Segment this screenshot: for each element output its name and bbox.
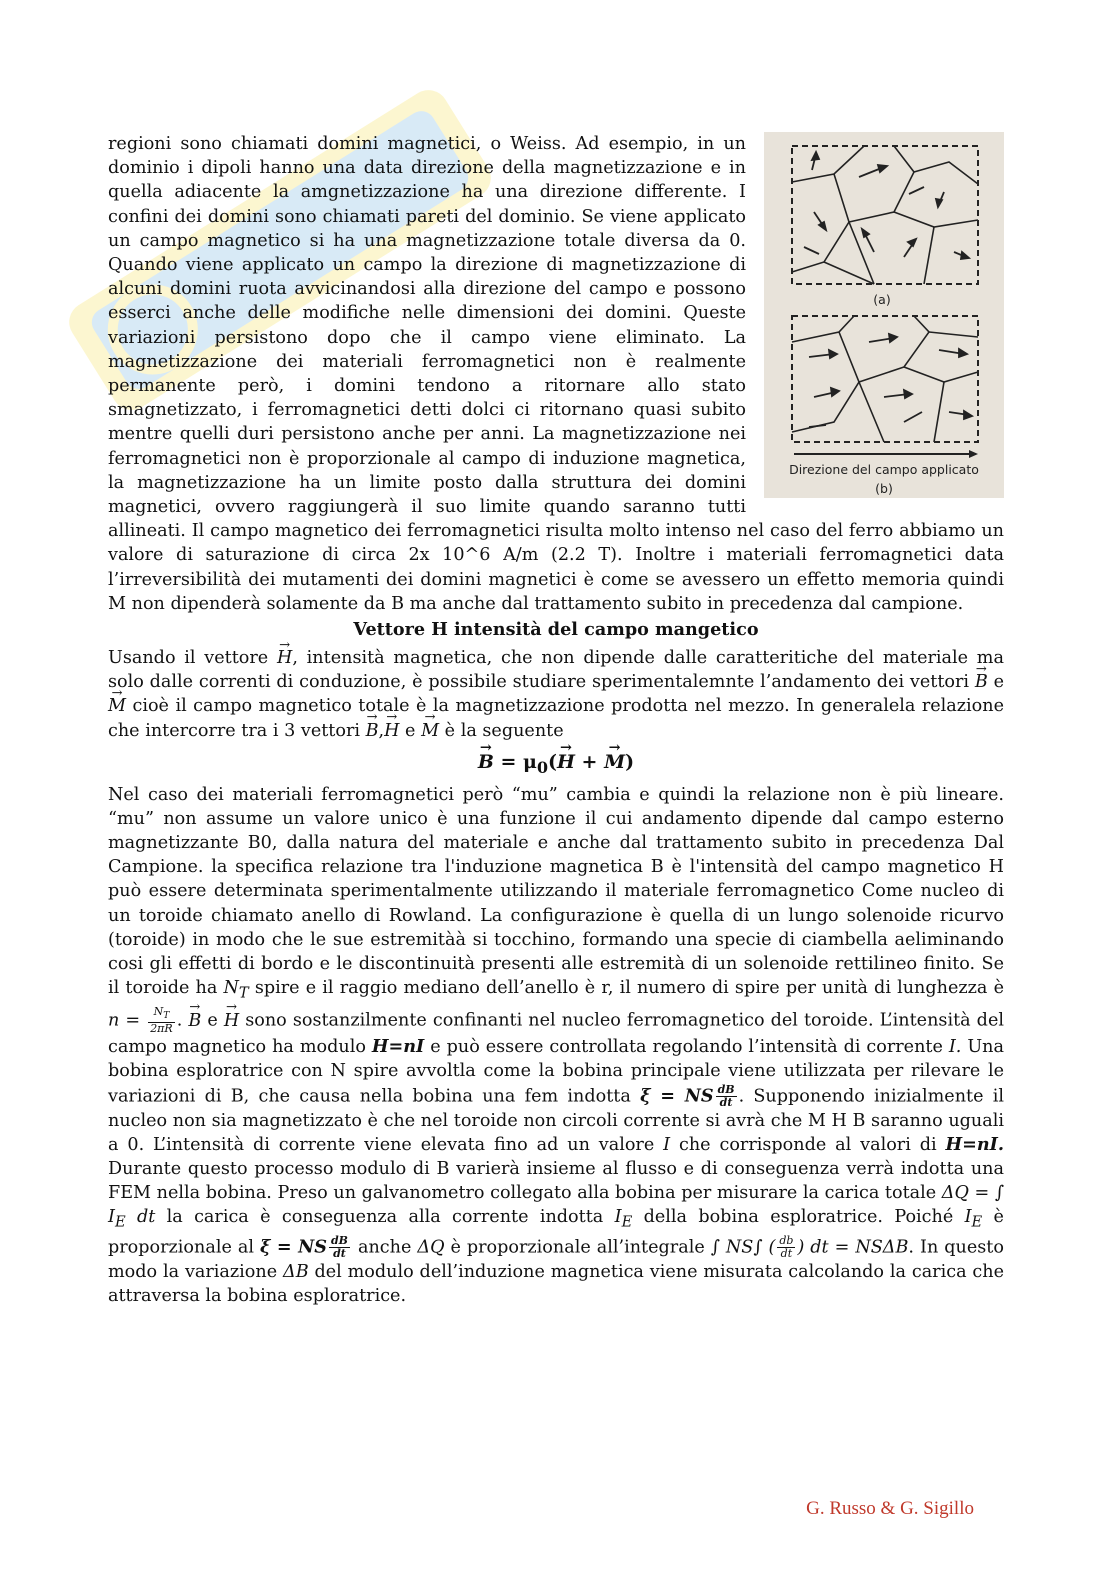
figure-caption: Direzione del campo applicato: [789, 462, 979, 477]
panel-a-label: (a): [873, 292, 891, 307]
paragraph-vector-h: Usando il vettore → H, intensità magnetica, che non dipende dalle caratteritiche del materiale ma solo dalle correnti di conduzione, è possibile studiare sperimentalemnte l’andamento dei vettori → B e → M cioè il campo magnetico totale è la magnetizzazione prodotta nel mezzo. In generalela relazione che intercorre tra i 3 vettori → B,→ H e → M è la seguente: [108, 646, 1004, 743]
domains-diagram: [764, 132, 1004, 498]
fraction-db-dt: $\frac{dB}{dt}$: [717, 1082, 735, 1109]
section-title: Vettore H intensità del campo mangetico: [353, 619, 759, 641]
fraction-db-dt-small: $\frac{db}{dt}$: [779, 1234, 794, 1261]
fraction-db-dt-2: $\frac{dB}{dt}$: [330, 1234, 348, 1261]
formula-b-mu-h-m: → $B = \mu_0(\to H$ + → M): [108, 749, 1004, 781]
magnetic-domains-figure: [764, 132, 1004, 498]
fraction-nt-2pir: $\frac{N_T}{2\pi R}$: [150, 1005, 173, 1036]
panel-a-arrows: [804, 152, 969, 259]
paragraph-rowland: Nel caso dei materiali ferromagnetici però “mu” cambia e quindi la relazione non è più lineare. “mu” non assume un valore unico è una funzione il cui andamento dipende dal campo esterno magnetizzante B0, dalla natura del materiale e anche dal trattamento subito in precedenza Dal Campione. la specifica relazione tra l'induzione magnetica B è l'intensità del campo magnetico H può essere determinata sperimentalmente utilizzando il materiale ferromagnetico Come nucleo di un toroide chiamato anello di Rowland. La configurazione è quella di un lungo solenoide ricurvo (toroide) in modo che le sue estremitàà si tocchino, formando una specie di ciambella aeliminando cosi gli effetti di bordo e le discontinuità presenti alle estremità di un solenoide rettilineo finito. Se il toroide ha $N_T$ spire e il raggio mediano dell’anello è r, il numero di spire per unità di lunghezza è n = $\frac{N_T}{2\pi R}$ . → B e → H sono sostanzilmente confinanti nel nucleo ferromagnetico del toroide. L’intensità del campo magnetico ha modulo H=nI e può essere controllata regolando l’intensità di corrente I. Una bobina esploratrice con N spire avvoltla come la bobina principale viene utilizzata per rilevare le variazioni di B, che causa nella bobina una fem indotta ξ = NS $\frac{dB}{dt}$ . Supponendo inizialmente il nucleo non sia magnetizzato è che nel toroide non circoli corrente si avrà che M H B saranno uguali a 0. L’intensità di corrente viene elevata fino ad un valore I che corrisponde al valori di H=nI. Durante questo processo modulo di B varierà insieme al flusso e di conseguenza verrà indotta una FEM nella bobina. Preso un galvanometro collegato alla bobina per misurare la carica totale ΔQ = ∫ $I_E$ dt la carica è conseguenza alla corrente indotta $I_E$ della bobina esploratrice. Poiché $I_E$ è proporzionale al ξ = NS $\frac{dB}{dt}$ anche ΔQ è proporzionale all’integrale ∫ NS∫ ( $\frac{db}{dt}$ ) dt = NSΔB. In questo modo la variazione ΔB del modulo dell’induzione magnetica viene misurata calcolando la carica che attraversa la bobina esploratrice.: [108, 783, 1004, 1309]
paragraph-domains: regioni sono chiamati domini magnetici, o Weiss. Ad esempio, in un dominio i dipoli hanno una data direzione della magnetizzazione e in quella adiacente la amgnetizzazione ha una direzione differente. I confini dei domini sono chiamati pareti del dominio. Se viene applicato un campo magnetico si ha una magnetizzazione totale diversa da 0. Quando viene applicato un campo la direzione di magnetizzazione di alcuni domini ruota avvicinandosi alla direzione del campo e possono esserci anche delle modifiche nelle dimensioni dei domini. Queste variazioni persistono dopo che il campo viene eliminato. La magnetizzazione dei materiali ferromagnetici non è realmente permanente però, i domini tendono a ritornare allo stato smagnetizzato, i ferromagnetici detti dolci ci ritornano quasi subito mentre quelli duri persistono anche per anni. La magnetizzazione nei ferromagnetici non è proporzionale al campo di induzione magnetica, la magnetizzazione ha un limite posto dalla struttura dei domini magnetici, ovvero raggiungerà il suo limite quando saranno tutti allineati. Il campo magnetico dei ferromagnetici risulta molto intenso nel caso del ferro abbiamo un valore di saturazione di circa 2x 10^6 A/m (2.2 T). Inoltre i materiali ferromagnetici data l’irreversibilità dei mutamenti dei domini magnetici è come se avessero un effetto memoria quindi M non dipenderà solamente da B ma anche dal trattamento subito in precedenza dal campione.: [108, 134, 1004, 614]
panel-b-walls: [792, 316, 978, 442]
footer-authors: G. Russo & G. Sigillo: [806, 1498, 974, 1519]
page-content: [108, 132, 1004, 1309]
panel-b-label: (b): [875, 481, 893, 496]
